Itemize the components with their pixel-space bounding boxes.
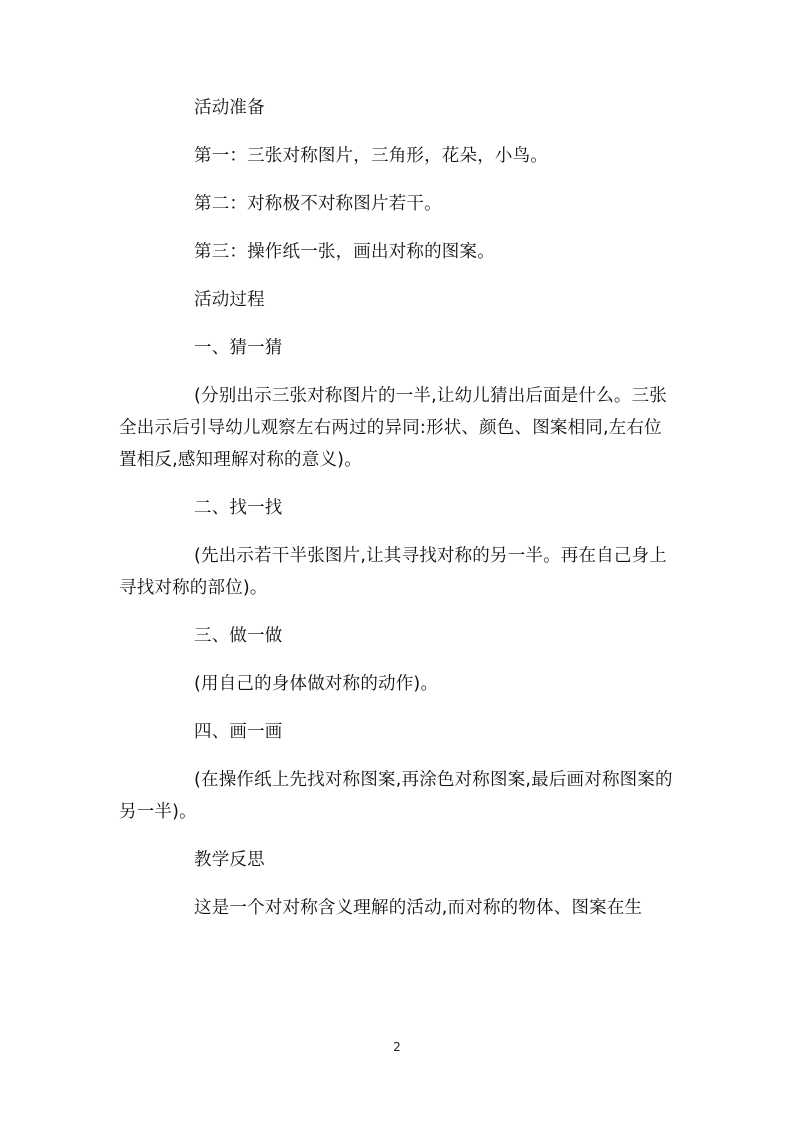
step-3-description: (用自己的身体做对称的动作)。	[194, 674, 439, 694]
page-content	[119, 92, 675, 940]
heading-activity-process: 活动过程	[194, 290, 265, 310]
step-2-description: (先出示若干半张图片,让其寻找对称的另一半。再在自己身上寻找对称的部位)。	[119, 546, 667, 598]
page-number: 2	[393, 1040, 401, 1054]
step-4-title: 四、画一画	[194, 722, 283, 742]
preparation-item-1: 第一：三张对称图片，三角形，花朵，小鸟。	[194, 146, 548, 166]
step-1-title: 一、猜一猜	[194, 338, 283, 358]
heading-activity-preparation: 活动准备	[194, 98, 265, 118]
step-1-description: (分别出示三张对称图片的一半,让幼儿猜出后面是什么。三张全出示后引导幼儿观察左右两过的异同:形状、颜色、图案相同,左右位置相反,感知理解对称的意义)。	[119, 386, 667, 470]
step-4-description: (在操作纸上先找对称图案,再涂色对称图案,最后画对称图案的另一半)。	[119, 770, 673, 822]
preparation-item-2: 第二：对称极不对称图片若干。	[194, 194, 442, 214]
heading-teaching-reflection: 教学反思	[194, 850, 265, 870]
preparation-item-3: 第三：操作纸一张，画出对称的图案。	[194, 242, 495, 262]
step-2-title: 二、找一找	[194, 498, 283, 518]
step-3-title: 三、做一做	[194, 626, 283, 646]
reflection-text: 这是一个对对称含义理解的活动,而对称的物体、图案在生	[194, 898, 643, 918]
